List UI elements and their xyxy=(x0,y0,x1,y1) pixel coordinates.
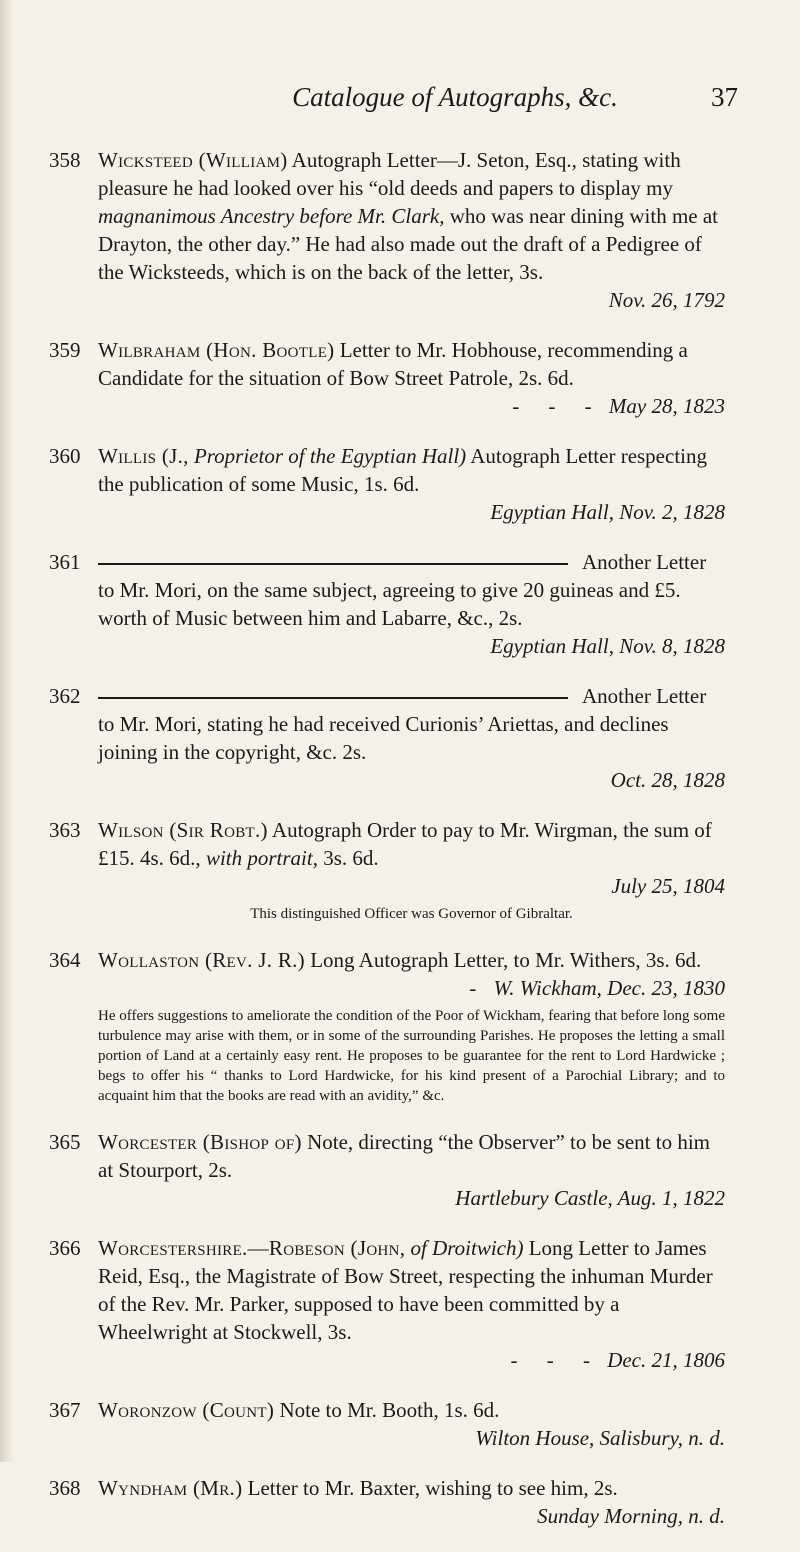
lot-number: 358 xyxy=(49,148,81,172)
entry-description-cont: who was near dining with me at Drayton, the other day.” He had also made out the draft of a Pedigree of the Wicksteeds, which is on the back of the letter, 3s. xyxy=(98,204,719,284)
entry-description: Letter to Mr. Baxter, wishing to see him, 2s. xyxy=(247,1476,618,1500)
entry-date: - - - May 28, 1823 xyxy=(512,394,725,418)
entry-date: Sunday Morning, n. d. xyxy=(537,1504,725,1528)
entry-date: Egyptian Hall, Nov. 2, 1828 xyxy=(490,500,725,524)
catalogue-entry xyxy=(0,1128,800,1212)
entry-text xyxy=(98,1234,725,1374)
lot-number: 368 xyxy=(49,1476,81,1500)
ditto-line: Another Letter xyxy=(98,682,725,710)
entry-note: This distinguished Officer was Governor of Gibraltar. xyxy=(250,906,573,922)
entry-name: Worcestershire.—Robeson (John, xyxy=(98,1236,406,1260)
entry-text xyxy=(98,1396,725,1452)
lot-number: 364 xyxy=(49,948,81,972)
entry-text xyxy=(98,816,725,900)
catalogue-entry xyxy=(0,1474,800,1530)
entry-text xyxy=(98,682,725,794)
entry-italic: with portrait, xyxy=(205,846,318,870)
catalogue-entry xyxy=(0,442,800,526)
running-title: Catalogue of Autographs, &c. xyxy=(292,82,618,112)
entry-description: Letter to Mr. Hobhouse, recommending a Candidate for the situation of Bow Street Patrole, 2s. 6d. xyxy=(98,338,688,390)
catalogue-entry xyxy=(0,336,800,420)
ditto-line: Another Letter xyxy=(98,548,725,576)
entry-name: Wyndham (Mr.) xyxy=(98,1476,243,1500)
entry-description: Autograph Order to pay to Mr. Wirgman, the sum of £15. 4s. 6d., xyxy=(98,818,712,870)
entry-list xyxy=(0,146,800,1552)
entry-description: Long Autograph Letter, to Mr. Withers, 3s. 6d. xyxy=(310,948,702,972)
entry-date: Wilton House, Salisbury, n. d. xyxy=(475,1426,725,1450)
entry-date: July 25, 1804 xyxy=(611,874,725,898)
entry-description: Note to Mr. Booth, 1s. 6d. xyxy=(279,1398,500,1422)
entry-italic: Proprietor of the Egyptian Hall) xyxy=(193,444,467,468)
catalogue-entry xyxy=(0,1234,800,1374)
entry-text xyxy=(98,442,725,526)
entry-date: Egyptian Hall, Nov. 8, 1828 xyxy=(490,634,725,658)
entry-description: Note, directing “the Observer” to be sent to him at Stourport, 2s. xyxy=(98,1130,711,1182)
entry-date: Oct. 28, 1828 xyxy=(610,768,725,792)
entry-description-cont: 3s. 6d. xyxy=(317,846,379,870)
lot-number: 359 xyxy=(49,338,81,362)
ditto-rule xyxy=(98,697,568,699)
entry-italic: of Droitwich) xyxy=(410,1236,524,1260)
catalogue-entry xyxy=(0,548,800,660)
catalogue-entry xyxy=(0,946,800,1106)
entry-text xyxy=(98,1474,725,1530)
entry-text xyxy=(98,1128,725,1212)
entry-date: - - - Dec. 21, 1806 xyxy=(510,1348,725,1372)
entry-description: Autograph Letter respecting the publication of some Music, 1s. 6d. xyxy=(98,444,707,496)
ditto-rule xyxy=(98,563,568,565)
entry-description: to Mr. Mori, stating he had received Curionis’ Ariettas, and declines joining in the copyright, &c. 2s. xyxy=(98,712,669,764)
lot-number: 366 xyxy=(49,1236,81,1260)
entry-name: Worcester (Bishop of) xyxy=(98,1130,302,1154)
entry-description: Autograph Letter—J. Seton, Esq., stating with pleasure he had looked over his “old deeds and papers to display my xyxy=(98,148,681,200)
catalogue-entry xyxy=(0,816,800,924)
entry-text xyxy=(98,548,725,660)
entry-name: Wickstеed (William) xyxy=(98,148,288,172)
entry-name: Wollaston (Rev. J. R.) xyxy=(98,948,305,972)
lot-number: 365 xyxy=(49,1130,81,1154)
page-number: 37 xyxy=(711,82,738,112)
lot-number: 363 xyxy=(49,818,81,842)
catalogue-entry xyxy=(0,1396,800,1452)
entry-name: Woronzow (Count) xyxy=(98,1398,275,1422)
entry-text xyxy=(98,336,725,420)
catalogue-entry xyxy=(0,682,800,794)
entry-date: Hartlebury Castle, Aug. 1, 1822 xyxy=(455,1186,725,1210)
entry-name: Wilbraham (Hon. Bootle) xyxy=(98,338,335,362)
lot-number: 367 xyxy=(49,1398,81,1422)
entry-text xyxy=(98,946,725,1002)
entry-date: Nov. 26, 1792 xyxy=(608,288,725,312)
entry-description: to Mr. Mori, on the same subject, agreeing to give 20 guineas and £5. worth of Music between him and Labarre, &c., 2s. xyxy=(98,578,681,630)
lot-number: 360 xyxy=(49,444,81,468)
lot-number: 361 xyxy=(49,550,81,574)
catalogue-entry xyxy=(0,146,800,314)
entry-text xyxy=(98,146,725,314)
entry-note: He offers suggestions to ameliorate the condition of the Poor of Wickham, fearing that before long some turbulence may arise with them, or in some of the surrounding Parishes. He proposes the letting a small portion of Land at a certainly easy rent. He proposes to be guarantee for the rent to Lord Hardwicke ; begs to offer his “ thanks to Lord Hardwicke, for his kind present of a Parochial Library; and to acquaint him that the books are read with an avidity,” &c. xyxy=(98,1008,725,1104)
entry-italic: magnanimous Ancestry before Mr. Clark, xyxy=(98,204,445,228)
lot-number: 362 xyxy=(49,684,81,708)
entry-name: Wilson (Sir Robt.) xyxy=(98,818,268,842)
entry-date: - W. Wickham, Dec. 23, 1830 xyxy=(469,976,725,1000)
entry-description: Long Letter to James Reid, Esq., the Magistrate of Bow Street, respecting the inhuman Murder of the Rev. Mr. Parker, supposed to have been committed by a Wheelwright at Stockwell, 3s. xyxy=(98,1236,713,1344)
page-header xyxy=(50,82,740,122)
entry-name: Willis (J., xyxy=(98,444,189,468)
